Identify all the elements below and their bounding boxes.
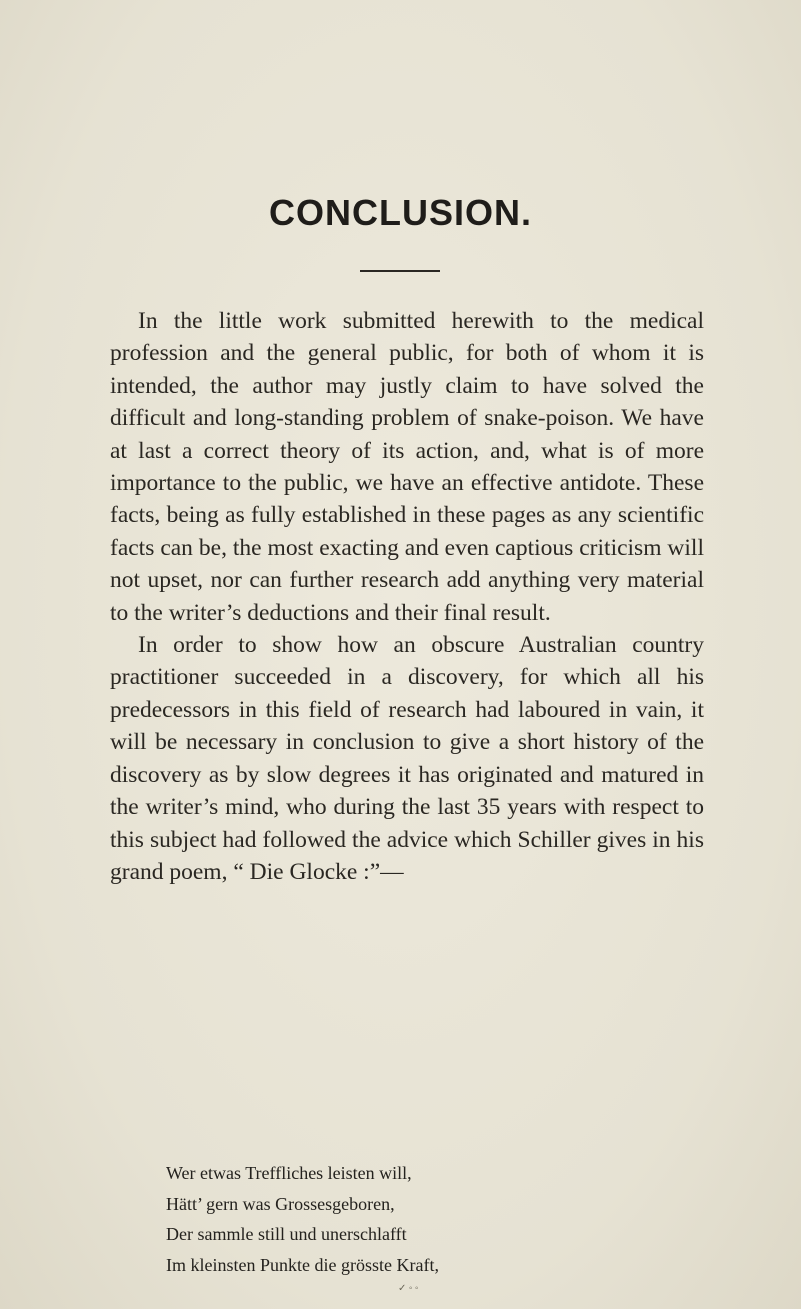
body-text [110,305,704,888]
verse-line-1: Wer etwas Treffliches leisten will, [166,1163,412,1183]
verse-line-4: Im kleinsten Punkte die grösste Kraft, [166,1254,439,1275]
paragraph-1: In the little work submitted herewith to the medical profession and the general public, for both of whom it is intended, the author may justly claim to have solved the difficult and long-standing problem of snake-poison. We have at last a correct theory of its action, and, what is of more importance to the public, we have an effective antidote. These facts, being as fully established in these pages as any scientific facts can be, the most exacting and even captious criticism will not upset, nor can further research add anything very material to the writer’s deductions and their final result. [110,308,704,626]
chapter-title: CONCLUSION. [269,192,532,233]
print-mark: ✓ ◦ ◦ [398,1283,419,1294]
schiller-verse [166,1158,726,1280]
verse-line-2: Hätt’ gern was Grossesgeboren, [166,1193,395,1214]
verse-line-3: Der sammle still und unerschlafft [166,1224,407,1244]
paragraph-2: In order to show how an obscure Australian country practitioner succeeded in a discovery, for which all his predecessors in this field of research had laboured in vain, it will be necessary in conclusion to give a short history of the discovery as by slow degrees it has originated and matured in the writer’s mind, who during the last 35 years with respect to this subject had followed the advice which Schiller gives in his grand poem, “ Die Glocke :”— [110,632,704,885]
title-rule [360,270,440,272]
